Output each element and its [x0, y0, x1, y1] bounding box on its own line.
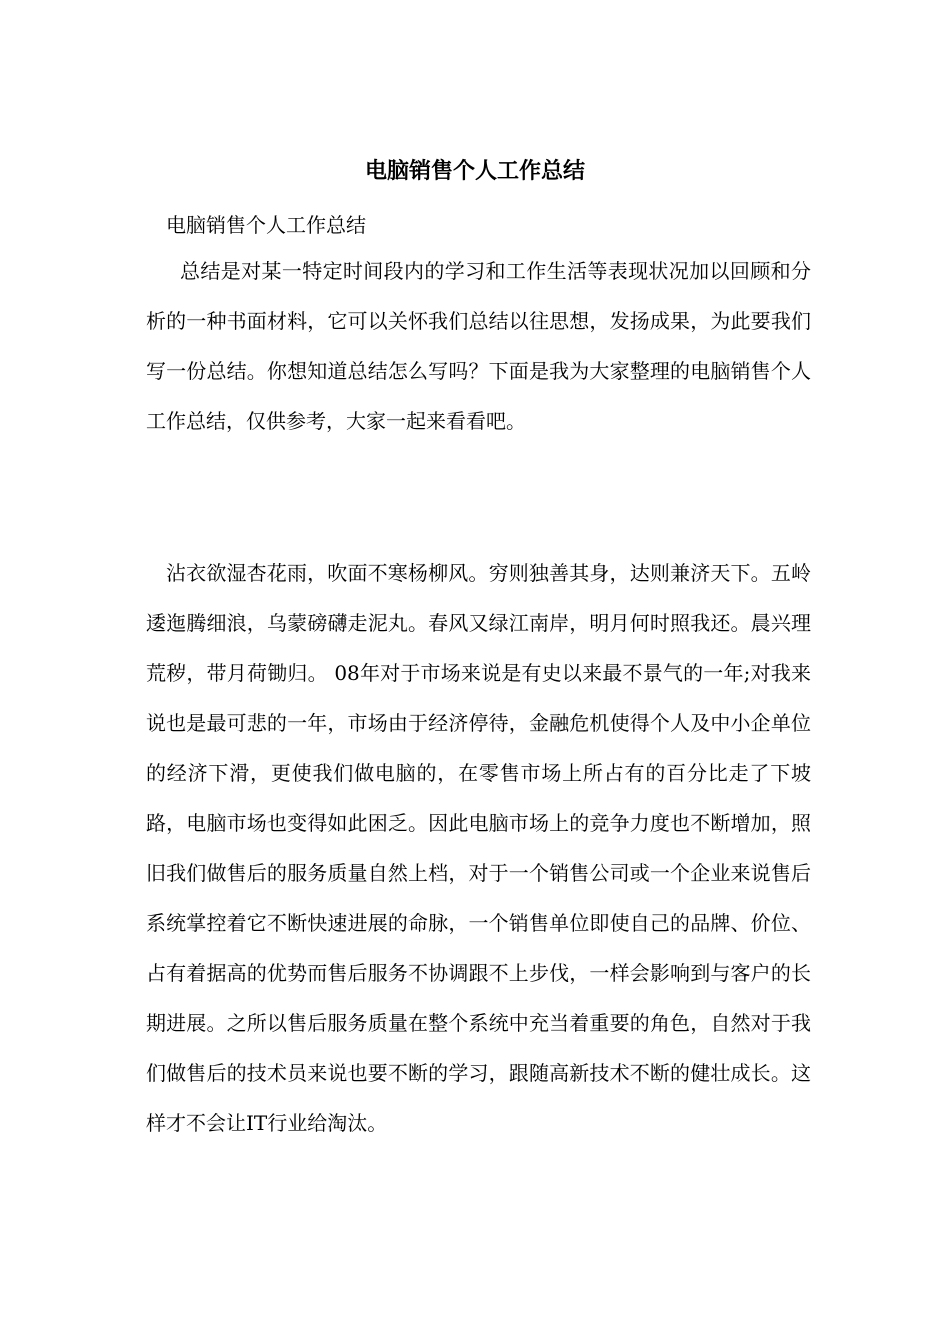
body-paragraph: 沾衣欲湿杏花雨，吹面不寒杨柳风。穷则独善其身，达则兼济天下。五岭逶迤腾细浪，乌蒙磅礴走泥丸。春风又绿江南岸，明月何时照我还。晨兴理荒秽，带月荷锄归。 08年对于市场来说是有史以来最不景气的一年;对我来说也是最可悲的一年，市场由于经济停待，金融危机使得个人及中小企单位的经济下滑，更使我们做电脑的，在零售市场上所占有的百分比走了下坡路，电脑市场也变得如此困乏。因此电脑市场上的竞争力度也不断增加，照旧我们做售后的服务质量自然上档，对于一个销售公司或一个企业来说售后系统掌控着它不断快速进展的命脉，一个销售单位即使自己的品牌、价位、占有着据高的优势而售后服务不协调跟不上步伐，一样会影响到与客户的长期进展。之所以售后服务质量在整个系统中充当着重要的角色，自然对于我们做售后的技术员来说也要不断的学习，跟随高新技术不断的健壮成长。这样才不会让IT行业给淘汰。	[146, 561, 811, 1135]
document-title: 电脑销售个人工作总结	[364, 158, 585, 184]
intro-paragraph: 总结是对某一特定时间段内的学习和工作生活等表现状况加以回顾和分析的一种书面材料，它可以关怀我们总结以往思想，发扬成果，为此要我们写一份总结。你想知道总结怎么写吗？下面是我为大家整理的电脑销售个人工作总结，仅供参考，大家一起来看看吧。	[146, 259, 811, 433]
document-subtitle: 电脑销售个人工作总结	[166, 213, 366, 237]
